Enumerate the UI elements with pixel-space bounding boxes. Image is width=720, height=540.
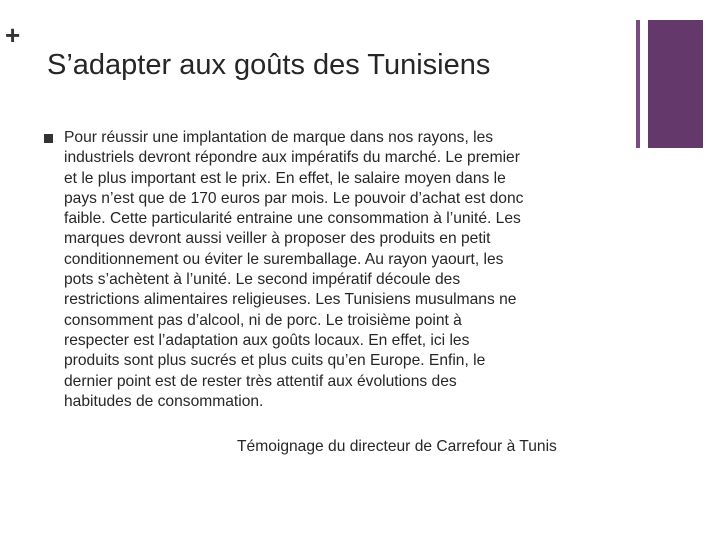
- attribution-caption: Témoignage du directeur de Carrefour à Tunis: [237, 438, 557, 455]
- accent-bar-thick: [648, 20, 703, 148]
- paragraph-line: habitudes de consommation.: [64, 392, 264, 410]
- square-bullet-icon: [44, 134, 53, 143]
- paragraph-line: et le plus important est le prix. En effet, le salaire moyen dans le: [64, 169, 506, 187]
- paragraph-line: faible. Cette particularité entraine une consommation à l’unité. Les: [64, 210, 521, 228]
- paragraph-line: restrictions alimentaires religieuses. Les Tunisiens musulmans ne: [64, 291, 517, 309]
- paragraph-line: respecter est l’adaptation aux goûts locaux. En effet, ici les: [64, 331, 470, 349]
- paragraph-line: pays n’est que de 170 euros par mois. Le pouvoir d’achat est donc: [64, 189, 524, 207]
- accent-bar-thin: [636, 20, 640, 148]
- paragraph-line: consomment pas d’alcool, ni de porc. Le troisième point à: [64, 311, 462, 329]
- paragraph-line: dernier point est de rester très attentif aux évolutions des: [64, 372, 457, 390]
- paragraph-line: pots s’achètent à l’unité. Le second impératif découle des: [64, 271, 461, 289]
- paragraph-line: Pour réussir une implantation de marque dans nos rayons, les: [64, 129, 494, 146]
- paragraph-line: marques devront aussi veiller à proposer des produits en petit: [64, 230, 491, 248]
- paragraph-line: industriels devront répondre aux impératifs du marché. Le premier: [64, 149, 520, 167]
- paragraph-line: conditionnement ou éviter le suremballage. Au rayon yaourt, les: [64, 250, 504, 268]
- paragraph-line: produits sont plus sucrés et plus cuits qu’en Europe. Enfin, le: [64, 352, 486, 370]
- corner-plus-icon: +: [5, 20, 21, 50]
- bullet-paragraph: [64, 128, 634, 412]
- slide-title: S’adapter aux goûts des Tunisiens: [47, 49, 491, 81]
